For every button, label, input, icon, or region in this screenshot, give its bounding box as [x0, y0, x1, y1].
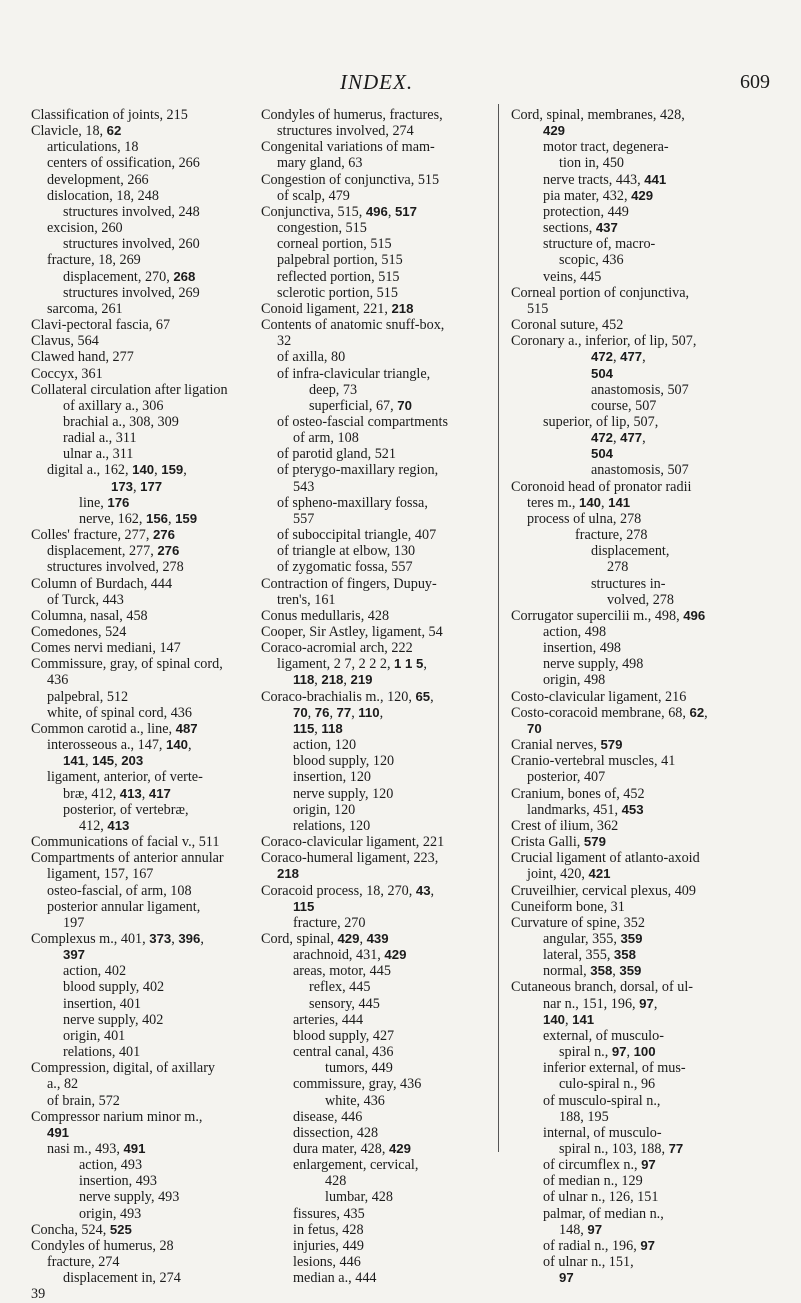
- index-entry: Conjunctiva, 515, 496, 517: [261, 203, 417, 220]
- index-entry: Crest of ilium, 362: [511, 817, 619, 834]
- page-title: INDEX.: [340, 70, 414, 94]
- index-entry: Coraco-acromial arch, 222: [261, 640, 413, 657]
- index-entry: palpebral, 512: [47, 688, 129, 705]
- index-entry: 141, 145, 203: [63, 753, 144, 770]
- index-entry: sensory, 445: [309, 995, 380, 1012]
- index-entry: Coronal suture, 452: [511, 317, 624, 334]
- index-entry: central canal, 436: [293, 1044, 394, 1061]
- index-entry: Compressor narium minor m.,: [31, 1108, 203, 1125]
- index-entry: ulnar a., 311: [63, 446, 134, 463]
- index-entry: anastomosis, 507: [591, 381, 689, 398]
- index-column-middle: [261, 107, 497, 1286]
- index-entry: of pterygo-maxillary region,: [277, 462, 439, 479]
- index-entry: of musculo-spiral n.,: [543, 1092, 661, 1109]
- index-entry: palpebral portion, 515: [277, 252, 403, 269]
- index-entry: Coronary a., inferior, of lip, 507,: [511, 333, 697, 350]
- index-entry: spiral n., 97, 100: [559, 1044, 656, 1061]
- index-entry: 115, 118: [293, 720, 343, 737]
- index-entry: of circumflex n., 97: [543, 1157, 656, 1174]
- index-entry: 32: [277, 333, 292, 350]
- index-entry: fracture, 274: [47, 1254, 120, 1271]
- index-entry: Coronoid head of pronator radii: [511, 478, 692, 495]
- index-entry: excision, 260: [47, 220, 123, 237]
- index-entry: of infra-clavicular triangle,: [277, 365, 431, 382]
- index-entry: 188, 195: [559, 1108, 609, 1125]
- index-entry: insertion, 120: [293, 769, 372, 786]
- index-entry: volved, 278: [607, 591, 674, 608]
- index-entry: nar n., 151, 196, 97,: [543, 995, 658, 1012]
- index-entry: motor tract, degenera-: [543, 139, 669, 156]
- index-entry: Column of Burdach, 444: [31, 575, 173, 592]
- index-entry: arteries, 444: [293, 1011, 364, 1028]
- index-entry: interosseous a., 147, 140,: [47, 737, 192, 754]
- index-entry: relations, 120: [293, 817, 371, 834]
- index-entry: Cranio-vertebral muscles, 41: [511, 753, 676, 770]
- index-entry: 436: [47, 672, 69, 689]
- index-entry: structures involved, 278: [47, 559, 184, 576]
- index-entry: displacement in, 274: [63, 1270, 181, 1287]
- index-entry: Conoid ligament, 221, 218: [261, 300, 414, 317]
- index-entry: Compartments of anterior annular: [31, 850, 224, 867]
- index-entry: origin, 498: [543, 672, 606, 689]
- index-entry: Curvature of spine, 352: [511, 914, 645, 931]
- index-entry: 118, 218, 219: [293, 672, 373, 689]
- column-divider: [498, 104, 499, 1152]
- index-entry: areas, motor, 445: [293, 963, 391, 980]
- index-entry: of ulnar n., 126, 151: [543, 1189, 659, 1206]
- index-entry: superior, of lip, 507,: [543, 413, 659, 430]
- index-entry: blood supply, 402: [63, 979, 165, 996]
- index-entry: Crucial ligament of atlanto-axoid: [511, 850, 700, 867]
- index-entry: Clavus, 564: [31, 333, 99, 350]
- index-entry: Columna, nasal, 458: [31, 607, 148, 624]
- index-entry: displacement,: [591, 543, 670, 560]
- index-entry: dissection, 428: [293, 1124, 379, 1141]
- index-entry: Commissure, gray, of spinal cord,: [31, 656, 223, 673]
- index-entry: Congestion of conjunctiva, 515: [261, 171, 440, 188]
- index-entry: tumors, 449: [325, 1060, 393, 1077]
- index-entry: digital a., 162, 140, 159,: [47, 462, 187, 479]
- index-entry: 412, 413: [79, 817, 130, 834]
- index-entry: commissure, gray, 436: [293, 1076, 422, 1093]
- index-entry: enlargement, cervical,: [293, 1157, 419, 1174]
- index-entry: normal, 358, 359: [543, 963, 642, 980]
- index-column-left: [31, 107, 281, 1303]
- index-entry: reflected portion, 515: [277, 268, 400, 285]
- index-entry: Classification of joints, 215: [31, 107, 188, 123]
- index-entry: Contents of anatomic snuff-box,: [261, 317, 445, 334]
- index-entry: ligament, 2 7, 2 2 2, 1 1 5,: [277, 656, 427, 673]
- index-entry: of triangle at elbow, 130: [277, 543, 416, 560]
- index-entry: course, 507: [591, 397, 657, 414]
- index-entry: development, 266: [47, 171, 149, 188]
- index-entry: arachnoid, 431, 429: [293, 947, 407, 964]
- index-entry: bræ, 412, 413, 417: [63, 785, 171, 802]
- index-entry: nerve supply, 498: [543, 656, 644, 673]
- index-entry: of brain, 572: [47, 1092, 120, 1109]
- index-entry: sclerotic portion, 515: [277, 284, 398, 301]
- index-entry: of Turck, 443: [47, 591, 124, 608]
- index-entry: nerve supply, 120: [293, 785, 394, 802]
- index-entry: 140, 141: [543, 1011, 595, 1028]
- index-entry: of axillary a., 306: [63, 397, 164, 414]
- index-entry: reflex, 445: [309, 979, 371, 996]
- index-entry: external, of musculo-: [543, 1027, 664, 1044]
- index-entry: palmar, of median n.,: [543, 1205, 664, 1222]
- index-entry: Cutaneous branch, dorsal, of ul-: [511, 979, 694, 996]
- index-entry: Coraco-clavicular ligament, 221: [261, 834, 445, 851]
- index-entry: 278: [607, 559, 629, 576]
- index-entry: Corrugator supercilii m., 498, 496: [511, 607, 706, 624]
- index-entry: 97: [559, 1270, 574, 1286]
- index-entry: Contraction of fingers, Dupuy-: [261, 575, 437, 592]
- index-entry: 397: [63, 947, 86, 963]
- index-entry: Cord, spinal, 429, 439: [261, 930, 389, 947]
- index-entry: 218: [277, 866, 300, 882]
- index-entry: action, 120: [293, 737, 357, 754]
- index-entry: of zygomatic fossa, 557: [277, 559, 413, 576]
- index-entry: mary gland, 63: [277, 155, 363, 172]
- index-entry: Clavi-pectoral fascia, 67: [31, 317, 171, 334]
- index-entry: action, 402: [63, 963, 127, 980]
- index-entry: 472, 477,: [591, 349, 646, 366]
- index-entry: 70, 76, 77, 110,: [293, 704, 384, 721]
- index-entry: 39: [31, 1286, 46, 1303]
- index-entry: lesions, 446: [293, 1254, 361, 1271]
- index-entry: relations, 401: [63, 1044, 141, 1061]
- index-entry: median a., 444: [293, 1270, 377, 1287]
- index-entry: congestion, 515: [277, 220, 367, 237]
- index-column-right: [511, 107, 771, 1286]
- index-entry: of scalp, 479: [277, 187, 350, 204]
- index-entry: of radial n., 196, 97: [543, 1237, 655, 1254]
- index-entry: origin, 120: [293, 801, 356, 818]
- index-entry: structure of, macro-: [543, 236, 656, 253]
- index-entry: landmarks, 451, 453: [527, 801, 644, 818]
- index-entry: Coraco-humeral ligament, 223,: [261, 850, 439, 867]
- index-entry: Cranium, bones of, 452: [511, 785, 645, 802]
- index-entry: ligament, 157, 167: [47, 866, 154, 883]
- index-entry: 557: [293, 510, 315, 527]
- index-entry: superficial, 67, 70: [309, 397, 412, 414]
- index-entry: 428: [325, 1173, 347, 1190]
- index-entry: sections, 437: [543, 220, 618, 237]
- index-entry: Crista Galli, 579: [511, 834, 606, 851]
- index-entry: Congenital variations of mam-: [261, 139, 435, 156]
- index-entry: nasi m., 493, 491: [47, 1141, 146, 1157]
- index-entry: 429: [543, 123, 566, 139]
- index-entry: Conus medullaris, 428: [261, 607, 390, 624]
- index-entry: injuries, 449: [293, 1237, 364, 1254]
- index-entry: spiral n., 103, 188, 77: [559, 1141, 684, 1157]
- index-entry: of axilla, 80: [277, 349, 346, 366]
- index-entry: 197: [63, 914, 85, 931]
- index-entry: of ulnar n., 151,: [543, 1254, 634, 1271]
- index-entry: veins, 445: [543, 268, 602, 285]
- index-entry: sarcoma, 261: [47, 300, 123, 317]
- index-entry: of suboccipital triangle, 407: [277, 527, 437, 544]
- index-entry: internal, of musculo-: [543, 1124, 662, 1141]
- index-entry: scopic, 436: [559, 252, 624, 269]
- index-entry: insertion, 493: [79, 1173, 158, 1190]
- index-entry: Clawed hand, 277: [31, 349, 134, 366]
- index-entry: Corneal portion of conjunctiva,: [511, 284, 690, 301]
- index-entry: nerve supply, 402: [63, 1011, 164, 1028]
- index-entry: centers of ossification, 266: [47, 155, 200, 172]
- index-entry: Compression, digital, of axillary: [31, 1060, 216, 1077]
- index-entry: Cruveilhier, cervical plexus, 409: [511, 882, 696, 899]
- index-entry: nerve, 162, 156, 159: [79, 510, 198, 527]
- index-entry: Clavicle, 18, 62: [31, 123, 122, 140]
- index-entry: Cord, spinal, membranes, 428,: [511, 107, 685, 123]
- index-entry: 504: [591, 446, 614, 462]
- index-entry: fracture, 18, 269: [47, 252, 141, 269]
- index-entry: process of ulna, 278: [527, 510, 642, 527]
- index-entry: action, 493: [79, 1157, 143, 1174]
- index-entry: insertion, 401: [63, 995, 142, 1012]
- index-entry: of arm, 108: [293, 430, 359, 447]
- index-entry: of median n., 129: [543, 1173, 643, 1190]
- index-entry: articulations, 18: [47, 139, 139, 156]
- index-entry: 491: [47, 1124, 70, 1140]
- index-entry: Cuneiform bone, 31: [511, 898, 625, 915]
- index-entry: a., 82: [47, 1076, 79, 1093]
- index-entry: blood supply, 120: [293, 753, 395, 770]
- index-entry: Collateral circulation after ligation: [31, 381, 228, 398]
- index-entry: posterior annular ligament,: [47, 898, 201, 915]
- index-entry: origin, 493: [79, 1205, 142, 1222]
- index-entry: Condyles of humerus, 28: [31, 1237, 174, 1254]
- index-entry: Costo-coracoid membrane, 68, 62,: [511, 704, 708, 721]
- index-entry: posterior, of vertebræ,: [63, 801, 189, 818]
- index-entry: deep, 73: [309, 381, 358, 398]
- index-entry: nerve tracts, 443, 441: [543, 171, 667, 188]
- index-entry: Comes nervi mediani, 147: [31, 640, 181, 657]
- index-entry: Coraco-brachialis m., 120, 65,: [261, 688, 434, 705]
- index-entry: in fetus, 428: [293, 1221, 364, 1238]
- index-entry: 148, 97: [559, 1221, 603, 1238]
- index-entry: Communications of facial v., 511: [31, 834, 220, 851]
- index-entry: posterior, 407: [527, 769, 606, 786]
- index-entry: disease, 446: [293, 1108, 363, 1125]
- index-entry: Coracoid process, 18, 270, 43,: [261, 882, 435, 899]
- index-entry: displacement, 277, 276: [47, 543, 180, 560]
- index-entry: inferior external, of mus-: [543, 1060, 686, 1077]
- index-entry: line, 176: [79, 494, 130, 511]
- index-entry: white, 436: [325, 1092, 385, 1109]
- index-entry: radial a., 311: [63, 430, 137, 447]
- index-entry: structures involved, 260: [63, 236, 200, 253]
- index-entry: 70: [527, 720, 542, 736]
- index-entry: Cooper, Sir Astley, ligament, 54: [261, 624, 443, 640]
- index-entry: white, of spinal cord, 436: [47, 704, 192, 721]
- index-entry: tion in, 450: [559, 155, 625, 172]
- index-entry: brachial a., 308, 309: [63, 413, 179, 430]
- index-entry: Colles' fracture, 277, 276: [31, 527, 175, 544]
- index-entry: origin, 401: [63, 1027, 126, 1044]
- index-entry: insertion, 498: [543, 640, 622, 657]
- index-entry: structures involved, 269: [63, 284, 200, 301]
- index-entry: nerve supply, 493: [79, 1189, 180, 1206]
- index-entry: joint, 420, 421: [527, 866, 611, 883]
- index-entry: pia mater, 432, 429: [543, 187, 654, 204]
- index-entry: Coccyx, 361: [31, 365, 103, 382]
- index-entry: structures in-: [591, 575, 666, 592]
- index-entry: fissures, 435: [293, 1205, 365, 1222]
- index-entry: displacement, 270, 268: [63, 268, 196, 285]
- index-entry: Costo-clavicular ligament, 216: [511, 688, 687, 705]
- index-entry: 115: [293, 898, 315, 914]
- index-entry: structures involved, 274: [277, 123, 414, 140]
- index-entry: culo-spiral n., 96: [559, 1076, 656, 1093]
- index-entry: osteo-fascial, of arm, 108: [47, 882, 192, 899]
- index-entry: dislocation, 18, 248: [47, 187, 159, 204]
- index-entry: teres m., 140, 141: [527, 494, 631, 511]
- page-number: 609: [740, 71, 770, 93]
- index-entry: Complexus m., 401, 373, 396,: [31, 930, 204, 947]
- index-entry: protection, 449: [543, 203, 629, 220]
- index-entry: tren's, 161: [277, 591, 336, 608]
- index-entry: 543: [293, 478, 315, 495]
- index-entry: Cranial nerves, 579: [511, 737, 623, 754]
- index-entry: lateral, 355, 358: [543, 947, 636, 964]
- index-entry: 504: [591, 365, 614, 381]
- index-entry: Condyles of humerus, fractures,: [261, 107, 443, 123]
- index-entry: of parotid gland, 521: [277, 446, 396, 463]
- index-entry: fracture, 278: [575, 527, 648, 544]
- index-entry: 472, 477,: [591, 430, 646, 447]
- index-entry: 173, 177: [111, 478, 163, 495]
- index-entry: Concha, 524, 525: [31, 1221, 132, 1238]
- index-entry: fracture, 270: [293, 914, 366, 931]
- index-entry: angular, 355, 359: [543, 930, 643, 947]
- index-entry: ligament, anterior, of verte-: [47, 769, 203, 786]
- index-entry: blood supply, 427: [293, 1027, 395, 1044]
- index-entry: of spheno-maxillary fossa,: [277, 494, 428, 511]
- index-entry: corneal portion, 515: [277, 236, 392, 253]
- index-entry: anastomosis, 507: [591, 462, 689, 479]
- index-entry: dura mater, 428, 429: [293, 1141, 411, 1157]
- index-entry: Comedones, 524: [31, 624, 127, 640]
- index-entry: Common carotid a., line, 487: [31, 720, 198, 737]
- index-entry: structures involved, 248: [63, 203, 200, 220]
- index-entry: lumbar, 428: [325, 1189, 393, 1206]
- index-entry: 515: [527, 300, 549, 317]
- index-entry: action, 498: [543, 624, 607, 640]
- index-entry: of osteo-fascial compartments: [277, 413, 448, 430]
